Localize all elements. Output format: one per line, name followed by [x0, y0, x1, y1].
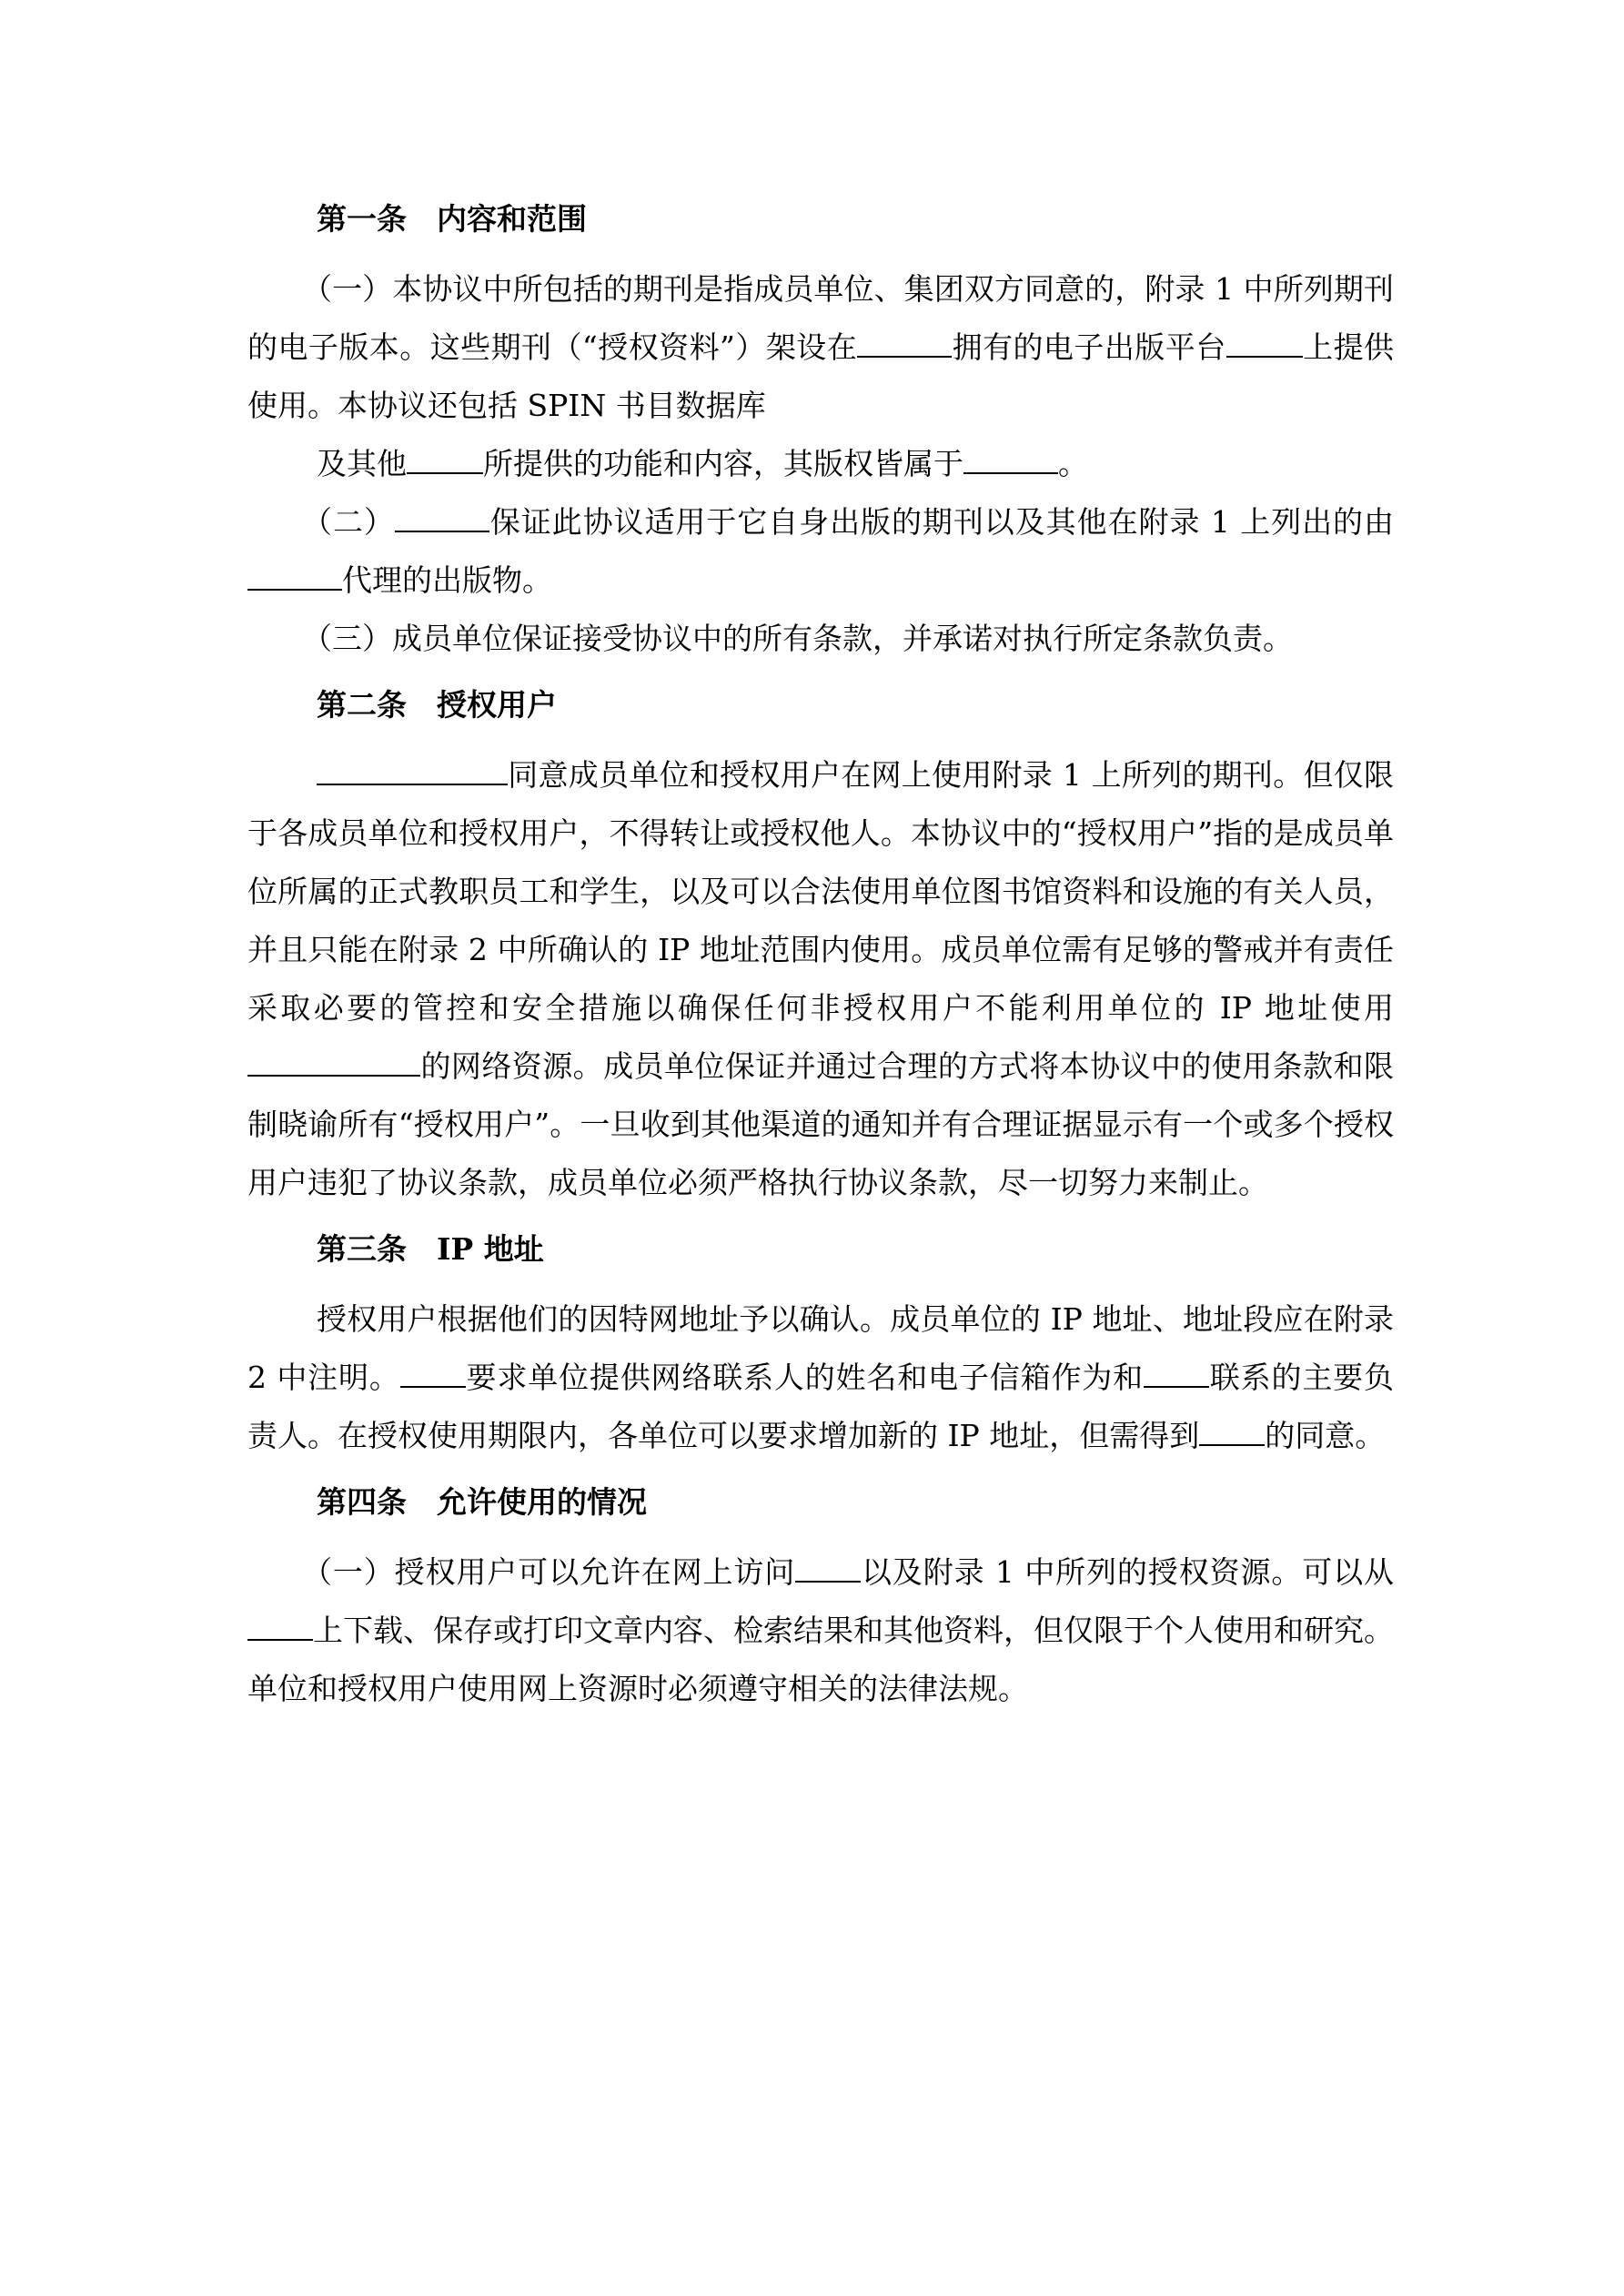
article-1-para-1-text-c: 上提供使用。本协议还包括 SPIN 书目数据库: [247, 329, 1395, 423]
fill-blank: [247, 1047, 420, 1077]
article-3-para-1-text-d: 的同意。: [1265, 1418, 1386, 1453]
article-1-para-3-text-c: 代理的出版物。: [342, 562, 552, 598]
article-3-para-1: [247, 1290, 1394, 1465]
article-1-para-1: [247, 260, 1394, 435]
article-3-para-1-text-a: 授权用户根据他们的因特网地址予以确认。成员单位的 IP 地址、地址段应在附录 2 中注明。: [247, 1301, 1394, 1395]
article-1-para-3-text-b: 保证此协议适用于它自身出版的期刊以及其他在附录 1 上列出的由: [489, 504, 1394, 540]
article-4-para-1: [247, 1543, 1394, 1718]
article-3-para-1-text-c: 联系的主要负责人。在授权使用期限内，各单位可以要求增加新的 IP 地址，但需得到: [247, 1360, 1394, 1453]
article-2-heading: 第二条 授权用户: [317, 687, 557, 723]
fill-blank: [317, 756, 508, 785]
fill-blank: [1226, 329, 1303, 358]
fill-blank: [247, 1612, 313, 1641]
document-page: [247, 202, 1394, 1718]
fill-blank: [395, 503, 489, 532]
article-4-para-1-text-a: （一）授权用户可以允许在网上访问: [302, 1554, 796, 1590]
article-3-heading: 第三条 IP 地址: [317, 1231, 544, 1267]
article-2-para-1-text-b: 的网络资源。成员单位保证并通过合理的方式将本协议中的使用条款和限制晓谕所有“授权用户”。一旦收到其他渠道的通知并有合理证据显示有一个或多个授权用户违犯了协议条款，成员单位必须严格执行协议条款，尽一切努力来制止。: [247, 1048, 1394, 1200]
fill-blank: [247, 561, 342, 591]
fill-blank: [407, 445, 483, 474]
article-1-para-3: [247, 493, 1394, 610]
fill-blank: [1144, 1359, 1209, 1388]
fill-blank: [1199, 1417, 1265, 1446]
fill-blank: [963, 445, 1058, 474]
article-1-heading: 第一条 内容和范围: [317, 201, 587, 237]
article-1-para-2-text-b: 所提供的功能和内容，其版权皆属于: [483, 446, 963, 481]
fill-blank: [795, 1553, 861, 1583]
article-2-para-1: [247, 746, 1394, 1212]
article-1-para-4: （三）成员单位保证接受协议中的所有条款，并承诺对执行所定条款负责。: [302, 621, 1293, 656]
article-1-para-3-text-a: （二）: [302, 504, 395, 540]
article-1-para-2-text-c: 。: [1058, 446, 1088, 481]
article-4-para-1-text-b: 以及附录 1 中所列的授权资源。可以从: [861, 1554, 1394, 1590]
article-1-para-1-text-a: （一）本协议中所包括的期刊是指成员单位、集团双方同意的，附录 1 中所列期刊的电子版本。这些期刊（“授权资料”）架设在: [247, 271, 1394, 365]
article-2-para-1-text-a: 同意成员单位和授权用户在网上使用附录 1 上所列的期刊。但仅限于各成员单位和授权用户，不得转让或授权他人。本协议中的“授权用户”指的是成员单位所属的正式教职员工和学生，以及可以合法使用单位图书馆资料和设施的有关人员，并且只能在附录 2 中所确认的 IP 地址范围内使用。成员单位需有足够的警戒并有责任采取必要的管控和安全措施以确保任何非授权用户不能利用单位的 IP 地址使用: [247, 757, 1394, 1026]
article-1-para-1-text-b: 拥有的电子出版平台: [952, 329, 1226, 365]
article-1-para-2-text-a: 及其他: [317, 446, 407, 481]
article-4-heading: 第四条 允许使用的情况: [317, 1484, 647, 1520]
fill-blank: [400, 1359, 466, 1388]
article-1-para-2: [247, 435, 1394, 493]
article-3-para-1-text-b: 要求单位提供网络联系人的姓名和电子信箱作为和: [465, 1360, 1144, 1395]
fill-blank: [857, 329, 952, 358]
article-4-para-1-text-c: 上下载、保存或打印文章内容、检索结果和其他资料，但仅限于个人使用和研究。单位和授权用户使用网上资源时必须遵守相关的法律法规。: [247, 1613, 1394, 1706]
